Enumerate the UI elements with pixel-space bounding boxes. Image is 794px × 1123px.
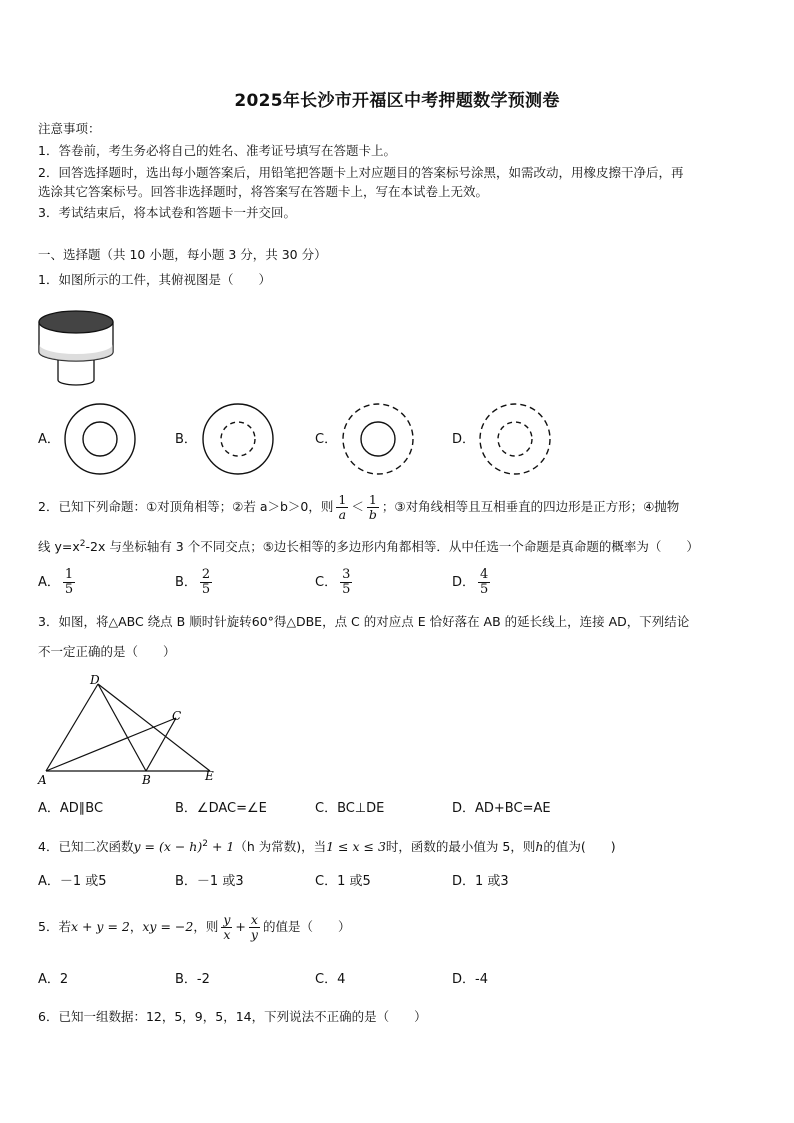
- q3-option-c[interactable]: C．BC⊥DE: [315, 801, 385, 816]
- q2-text-a: 2．已知下列命题：①对顶角相等；②若 a＞b＞0，则: [38, 499, 334, 514]
- q5-fraction-y-over-x: [221, 913, 232, 942]
- notice-item-1: 1．答卷前，考生务必将自己的姓名、准考证号填写在答题卡上。: [38, 143, 396, 158]
- q1-option-b-figure: [200, 401, 276, 477]
- label-a: A: [38, 773, 47, 787]
- q4-text-b: （h 为常数)，当: [234, 839, 327, 855]
- q2-option-b[interactable]: [175, 566, 215, 600]
- triangle-rotation-figure: [36, 672, 220, 788]
- q5-text-b: ，则: [193, 919, 219, 934]
- q2-option-b-label: B．: [175, 575, 197, 590]
- q2-option-b-num: 2: [201, 567, 211, 582]
- q4-formula: y = (x − h): [133, 839, 203, 855]
- notice-heading: 注意事项：: [38, 121, 101, 136]
- q5-option-d[interactable]: D．-4: [452, 972, 488, 987]
- q4-option-a[interactable]: A．－1 或5: [38, 874, 107, 889]
- q5-option-c[interactable]: C．4: [315, 972, 346, 987]
- q1-option-d[interactable]: D．: [452, 432, 476, 447]
- q4-option-b[interactable]: B．－1 或3: [175, 874, 244, 889]
- label-e: E: [205, 769, 214, 783]
- q4-formula-sup: 2: [202, 839, 208, 849]
- q2-option-d-num: 4: [480, 567, 489, 582]
- q2-option-d[interactable]: [452, 566, 493, 600]
- q5-text-a: 5．若: [38, 919, 71, 934]
- q1-option-d-figure: [477, 401, 553, 477]
- q5-f2-den: y: [250, 927, 258, 942]
- segment-ad: [46, 684, 98, 771]
- segment-cb: [146, 718, 176, 771]
- q2-option-d-label: D．: [452, 575, 476, 590]
- q2-option-c-label: C．: [315, 575, 338, 590]
- q2-frac1-num: 1: [338, 492, 347, 507]
- q3-line-2: 不一定正确的是（ ）: [38, 644, 176, 659]
- q2-option-a-fraction: [63, 568, 75, 597]
- q2-line-2: [38, 536, 699, 555]
- q5-sep: ，: [129, 919, 143, 934]
- q4-h: h: [535, 839, 544, 855]
- q4-text-d: 的值为( ): [543, 839, 616, 855]
- q1-option-a[interactable]: A．: [38, 432, 60, 447]
- q5-f1-num: y: [223, 912, 231, 927]
- q5-eq2: xy = −2: [142, 919, 194, 934]
- q5-fraction-x-over-y: [249, 913, 260, 942]
- q2-option-b-fraction: [200, 568, 212, 597]
- q4-option-c[interactable]: C．1 或5: [315, 874, 371, 889]
- q4-option-d[interactable]: D．1 或3: [452, 874, 509, 889]
- label-b: B: [142, 773, 151, 787]
- q4-text-a: 4．已知二次函数: [38, 839, 134, 855]
- q2-option-c-num: 3: [342, 567, 351, 582]
- q1-option-a-figure: [62, 401, 138, 477]
- q1-option-c[interactable]: C．: [315, 432, 338, 447]
- q5-option-b[interactable]: B．-2: [175, 972, 210, 987]
- q3-line-1: 3．如图，将△ABC 绕点 B 顺时针旋转60°得△DBE，点 C 的对应点 E 恰好落在 AB 的延长线上，连接 AD，下列结论: [38, 614, 690, 629]
- q2-option-a-label: A．: [38, 575, 60, 590]
- q4-text-c: 时，函数的最小值为 5，则: [385, 839, 536, 855]
- notice-item-2: 2．回答选择题时，选出每小题答案后，用铅笔把答题卡上对应题目的答案标号涂黑，如需改动，用橡皮擦干净后，再: [38, 165, 684, 180]
- q1-option-c-figure: [340, 401, 416, 477]
- q2-fraction-1-over-a: [336, 493, 348, 522]
- q3-option-b[interactable]: B．∠DAC=∠E: [175, 801, 267, 816]
- q2-option-d-den: 5: [480, 582, 489, 597]
- q2-option-b-den: 5: [201, 582, 211, 597]
- q4-stem: [38, 836, 616, 855]
- q2-option-c[interactable]: [315, 566, 355, 600]
- q5-f1-den: x: [223, 927, 231, 942]
- notice-item-3: 3．考试结束后，将本试卷和答题卡一并交回。: [38, 205, 296, 220]
- q5-stem: [38, 909, 350, 945]
- q2-line-1: [38, 490, 679, 524]
- q2-option-a[interactable]: [38, 566, 78, 600]
- segment-db: [98, 684, 146, 771]
- q3-option-a[interactable]: A．AD∥BC: [38, 801, 104, 816]
- q2-option-a-den: 5: [64, 582, 74, 597]
- q2-less-than: ＜: [351, 499, 364, 514]
- page-title: 2025年长沙市开福区中考押题数学预测卷: [234, 91, 560, 111]
- q2-text-c: 线 y=x: [38, 539, 80, 555]
- segment-ac: [46, 718, 176, 771]
- q5-plus: +: [235, 919, 246, 934]
- q3-option-d[interactable]: D．AD+BC=AE: [452, 801, 551, 816]
- q1-stem: 1．如图所示的工件，其俯视图是（ ）: [38, 272, 271, 287]
- q2-text-b: ；③对角线相等且互相垂直的四边形是正方形；④抛物: [381, 499, 680, 514]
- q2-option-c-den: 5: [342, 582, 351, 597]
- q5-text-c: 的值是（ ）: [262, 919, 351, 934]
- q4-range: 1 ≤ x ≤ 3: [326, 839, 386, 855]
- q2-fraction-1-over-b: [367, 493, 379, 522]
- notice-item-2-cont: 选涂其它答案标号。回答非选择题时，将答案写在答题卡上，写在本试卷上无效。: [38, 184, 489, 199]
- q5-option-a[interactable]: A．2: [38, 972, 69, 987]
- q2-option-a-num: 1: [64, 567, 74, 582]
- q2-superscript: 2: [79, 539, 86, 549]
- q2-option-c-fraction: [340, 568, 352, 597]
- q5-f2-num: x: [250, 912, 258, 927]
- label-d: D: [90, 673, 100, 687]
- q2-frac1-den: a: [338, 507, 347, 522]
- q4-formula-tail: + 1: [207, 839, 235, 855]
- q2-text-d: -2x 与坐标轴有 3 个不同交点；⑤边长相等的多边形内角都相等．从中任选一个命题是真命题的概率为（ ）: [85, 539, 699, 555]
- q6-stem: 6．已知一组数据：12，5，9，5，14，下列说法不正确的是（ ）: [38, 1009, 427, 1024]
- q2-frac2-den: b: [368, 507, 377, 522]
- q1-option-b[interactable]: B．: [175, 432, 197, 447]
- workpiece-figure: [36, 304, 118, 388]
- label-c: C: [172, 709, 182, 723]
- q5-eq1: x + y = 2: [70, 919, 130, 934]
- q2-frac2-num: 1: [367, 493, 379, 508]
- section-heading: 一、选择题（共 10 小题，每小题 3 分，共 30 分）: [38, 247, 327, 262]
- q2-option-d-fraction: [478, 568, 490, 597]
